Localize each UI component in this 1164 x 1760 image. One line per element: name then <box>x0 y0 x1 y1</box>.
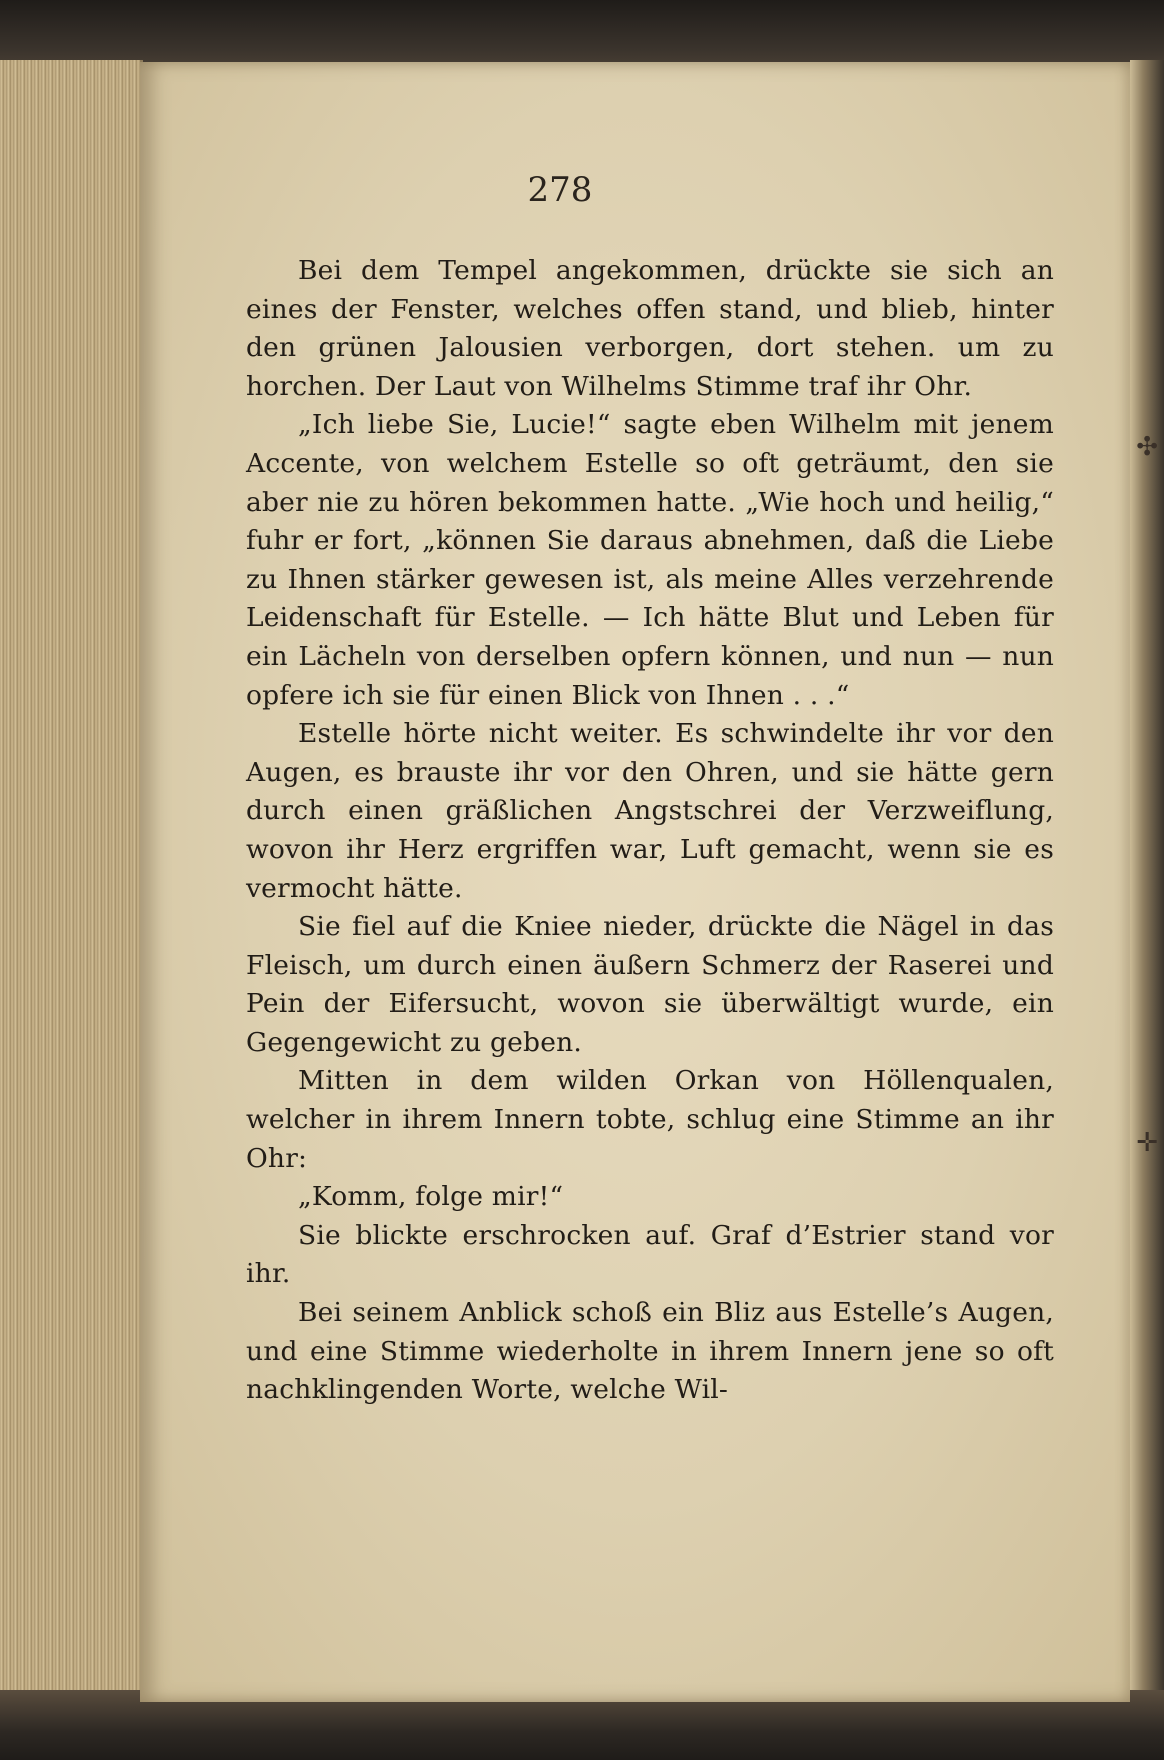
paragraph-5: Mitten in dem wilden Orkan von Höllenqualen, welcher in ihrem Innern tobte, schlug eine Stimme an ihr Ohr: <box>246 1065 1054 1174</box>
paragraph-4: Sie fiel auf die Kniee nieder, drückte die Nägel in das Fleisch, um durch einen äußern Schmerz der Raserei und Pein der Eifersucht, wovon sie überwältigt wurde, ein Gegengewicht zu geben. <box>246 911 1054 1058</box>
paragraph-6: „Komm, folge mir!“ <box>298 1181 564 1213</box>
body-text <box>246 252 1054 1410</box>
paragraph-2: „Ich liebe Sie, Lucie!“ sagte eben Wilhelm mit jenem Accente, von welchem Estelle so oft geträumt, den sie aber nie zu hören bekommen hatte. „Wie hoch und heilig,“ fuhr er fort, „können Sie daraus abnehmen, daß die Liebe zu Ihnen stärker gewesen ist, als meine Alles verzehrende Leidenschaft für Estelle. — Ich hätte Blut und Leben für ein Lächeln von derselben opfern können, und nun — nun opfere ich sie für einen Blick von Ihnen . . .“ <box>246 409 1054 711</box>
paragraph-1: Bei dem Tempel angekommen, drückte sie sich an eines der Fenster, welches offen stand, und blieb, hinter den grünen Jalousien verborgen, dort stehen. um zu horchen. Der Laut von Wilhelms Stimme traf ihr Ohr. <box>246 255 1054 402</box>
margin-cross-icon: ✣ <box>1136 432 1158 462</box>
right-page-edge <box>1130 60 1164 1710</box>
paragraph-3: Estelle hörte nicht weiter. Es schwindelte ihr vor den Augen, es brauste ihr vor den Ohren, und sie hätte gern durch einen gräßlichen Angstschrei der Verzweiflung, wovon ihr Herz ergriffen war, Luft gemacht, wenn sie es vermocht hätte. <box>246 718 1054 904</box>
margin-cross-icon: ✛ <box>1136 1128 1158 1158</box>
paragraph-7: Sie blickte erschrocken auf. Graf d’Estrier stand vor ihr. <box>246 1219 1054 1290</box>
paragraph-8: Bei seinem Anblick schoß ein Bliz aus Estelle’s Augen, und eine Stimme wiederholte in ihrem Innern jene so oft nachklingenden Worte, welche Wil- <box>246 1297 1054 1406</box>
page-number: 278 <box>527 170 593 210</box>
page-edges <box>0 60 143 1710</box>
book-cover-top <box>0 0 1164 70</box>
book-page <box>140 62 1130 1702</box>
